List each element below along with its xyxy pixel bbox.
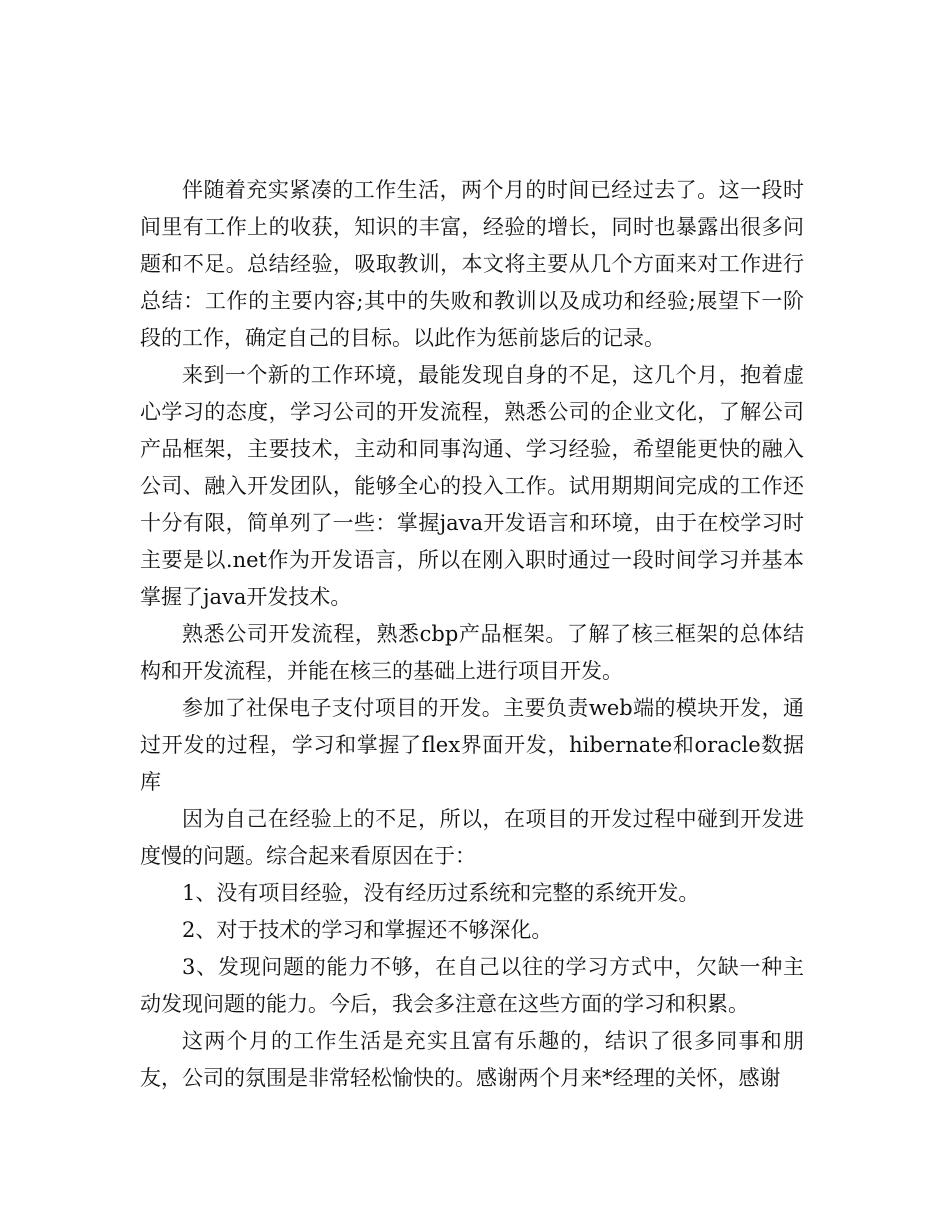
list-item-cause-1: 1、没有项目经验，没有经历过系统和完整的系统开发。	[182, 881, 700, 905]
paragraph-project-participation: 参加了社保电子支付项目的开发。主要负责web端的模块开发，通过开发的过程，学习和掌握了flex界面开发，hibernate和oracle数据库	[140, 696, 804, 794]
paragraph-closing: 这两个月的工作生活是充实且富有乐趣的，结识了很多同事和朋友，公司的氛围是非常轻松愉快的。感谢两个月来*经理的关怀，感谢	[140, 1029, 804, 1090]
paragraph-new-environment: 来到一个新的工作环境，最能发现自身的不足，这几个月，抱着虚心学习的态度，学习公司的开发流程，熟悉公司的企业文化，了解公司产品框架，主要技术，主动和同事沟通、学习经验，希望能更快的融入公司、融入开发团队，能够全心的投入工作。试用期期间完成的工作还十分有限，简单列了一些：掌握java开发语言和环境，由于在校学习时主要是以.net作为开发语言，所以在刚入职时通过一段时间学习并基本掌握了java开发技术。	[140, 363, 804, 609]
paragraph-problem-causes: 因为自己在经验上的不足，所以，在项目的开发过程中碰到开发进度慢的问题。综合起来看原因在于：	[140, 807, 804, 868]
paragraph-intro: 伴随着充实紧凑的工作生活，两个月的时间已经过去了。这一段时间里有工作上的收获，知识的丰富，经验的增长，同时也暴露出很多问题和不足。总结经验，吸取教训，本文将主要从几个方面来对工作进行总结：工作的主要内容;其中的失败和教训以及成功和经验;展望下一阶段的工作，确定自己的目标。以此作为惩前毖后的记录。	[140, 178, 804, 350]
list-item-cause-2: 2、对于技术的学习和掌握还不够深化。	[182, 918, 553, 942]
paragraph-cbp-framework: 熟悉公司开发流程，熟悉cbp产品框架。了解了核三框架的总体结构和开发流程，并能在核三的基础上进行项目开发。	[140, 622, 804, 683]
document-body	[140, 172, 804, 1097]
list-item-cause-3: 3、发现问题的能力不够，在自己以往的学习方式中，欠缺一种主动发现问题的能力。今后，我会多注意在这些方面的学习和积累。	[140, 955, 804, 1016]
